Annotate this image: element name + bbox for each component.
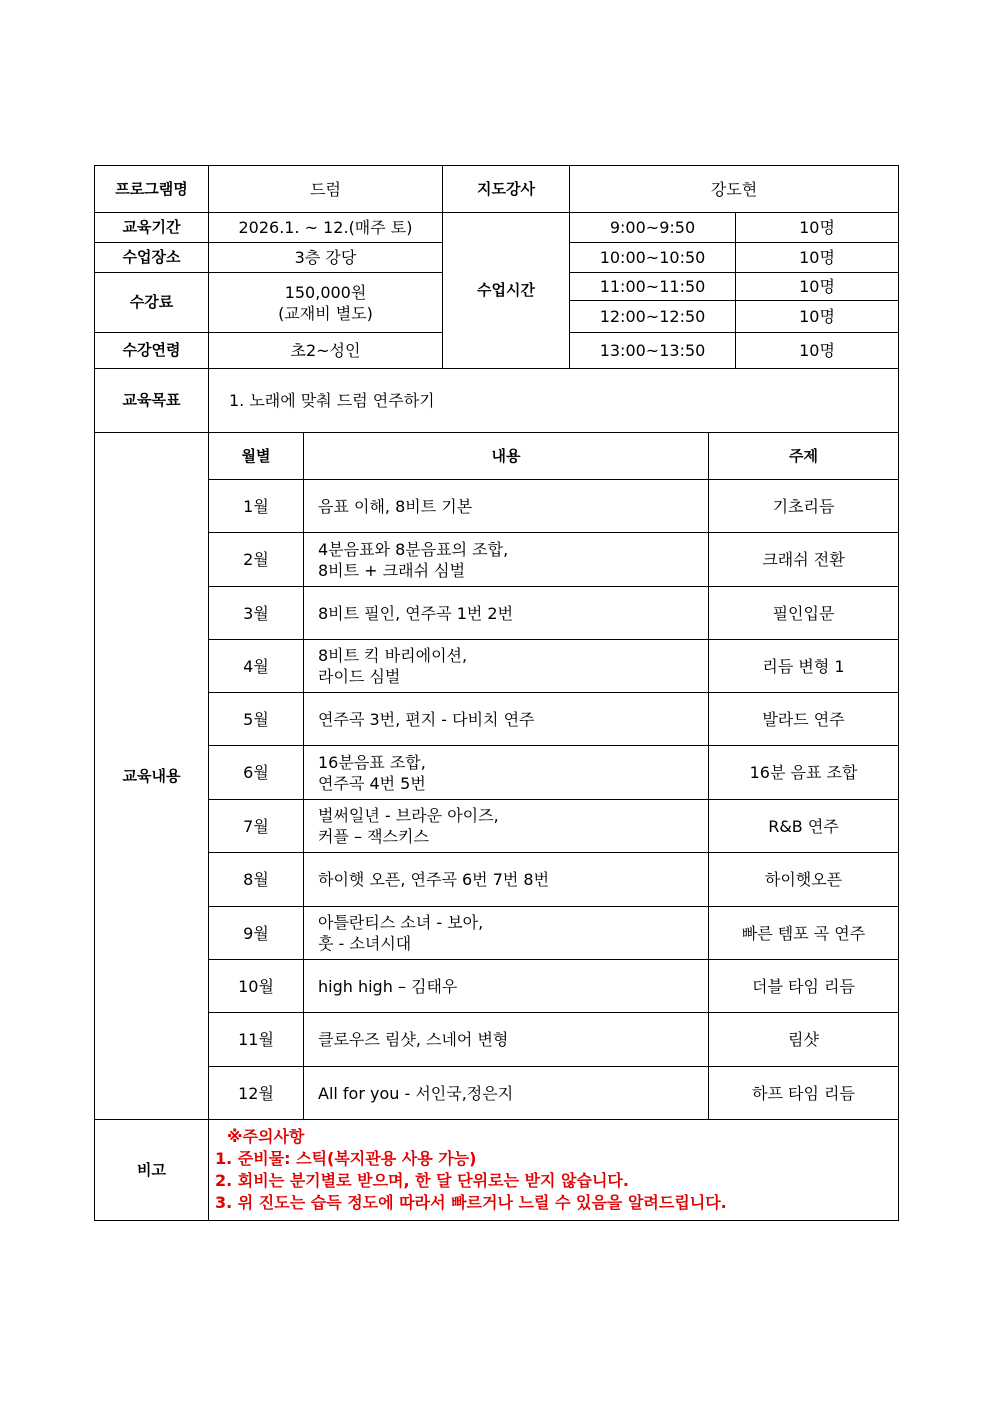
content-line: high high – 김태우 <box>318 976 458 996</box>
remarks-label: 비고 <box>95 1120 209 1221</box>
remarks-item: 3. 위 진도는 습득 정도에 따라서 빠르거나 느릴 수 있음을 알려드립니다. <box>215 1193 727 1212</box>
content-line: 연주곡 3번, 편지 - 다비치 연주 <box>318 709 535 729</box>
fee-note: (교재비 별도) <box>278 303 373 323</box>
theme-cell: 16분 음표 조합 <box>709 746 899 800</box>
theme-cell: 림샷 <box>709 1013 899 1067</box>
content-cell <box>304 746 709 800</box>
content-line: 아틀란티스 소녀 - 보아, <box>318 913 484 932</box>
table-row <box>209 853 899 907</box>
month-cell: 7월 <box>209 800 304 853</box>
content-cell <box>304 960 709 1013</box>
session-time: 10:00~10:50 <box>570 243 736 273</box>
content-header: 내용 <box>304 433 709 480</box>
month-header: 월별 <box>209 433 304 480</box>
month-cell: 4월 <box>209 640 304 693</box>
theme-cell: 발라드 연주 <box>709 693 899 746</box>
fee-amount: 150,000원 <box>284 282 367 302</box>
month-cell: 11월 <box>209 1013 304 1067</box>
content-line: 음표 이해, 8비트 기본 <box>318 496 473 516</box>
content-line: 연주곡 4번 5번 <box>318 773 426 793</box>
table-row <box>209 800 899 853</box>
fee-value <box>209 273 443 333</box>
theme-cell: 하프 타임 리듬 <box>709 1067 899 1120</box>
theme-cell: 더블 타임 리듬 <box>709 960 899 1013</box>
program-value: 드럼 <box>209 166 443 213</box>
session-capacity: 10명 <box>736 213 899 243</box>
content-cell <box>304 1013 709 1067</box>
content-cell <box>304 907 709 960</box>
theme-cell: 하이햇오픈 <box>709 853 899 907</box>
table-row <box>209 480 899 533</box>
session-capacity: 10명 <box>736 333 899 369</box>
fee-label: 수강료 <box>95 273 209 333</box>
content-line: 16분음표 조합, <box>318 752 426 772</box>
table-row <box>209 640 899 693</box>
session-time: 13:00~13:50 <box>570 333 736 369</box>
month-cell: 5월 <box>209 693 304 746</box>
month-cell: 12월 <box>209 1067 304 1120</box>
class-time-label: 수업시간 <box>443 213 570 369</box>
theme-cell: 리듬 변형 1 <box>709 640 899 693</box>
age-label: 수강연령 <box>95 333 209 369</box>
session-time: 9:00~9:50 <box>570 213 736 243</box>
content-cell <box>304 640 709 693</box>
theme-cell: 필인입문 <box>709 587 899 640</box>
period-label: 교육기간 <box>95 213 209 243</box>
table-row <box>209 587 899 640</box>
curriculum-cell <box>209 433 899 1120</box>
table-row <box>209 1067 899 1120</box>
content-line: 8비트 필인, 연주곡 1번 2번 <box>318 603 514 623</box>
content-cell <box>304 693 709 746</box>
month-cell: 2월 <box>209 533 304 587</box>
instructor-value: 강도현 <box>570 166 899 213</box>
remarks-item: 1. 준비물: 스틱(복지관용 사용 가능) <box>215 1149 477 1168</box>
theme-header: 주제 <box>709 433 899 480</box>
month-cell: 6월 <box>209 746 304 800</box>
content-line: 4분음표와 8분음표의 조합, <box>318 539 509 559</box>
session-capacity: 10명 <box>736 301 899 333</box>
theme-cell: 크래쉬 전환 <box>709 533 899 587</box>
session-time: 11:00~11:50 <box>570 273 736 301</box>
content-line: 클로우즈 림샷, 스네어 변형 <box>318 1030 509 1049</box>
program-label: 프로그램명 <box>95 166 209 213</box>
content-cell <box>304 853 709 907</box>
table-row <box>209 1013 899 1067</box>
month-cell: 10월 <box>209 960 304 1013</box>
content-cell <box>304 480 709 533</box>
content-line: 커플 – 잭스키스 <box>318 827 429 846</box>
instructor-label: 지도강사 <box>443 166 570 213</box>
content-line: 8비트 + 크래쉬 심벌 <box>318 560 466 580</box>
content-line: 하이햇 오픈, 연주곡 6번 7번 8번 <box>318 870 550 889</box>
period-value: 2026.1. ~ 12.(매주 토) <box>209 213 443 243</box>
content-line: 벌써일년 - 브라운 아이즈, <box>318 806 499 825</box>
course-info-table <box>94 165 899 1221</box>
session-capacity: 10명 <box>736 243 899 273</box>
place-value: 3층 강당 <box>209 243 443 273</box>
table-row <box>209 693 899 746</box>
age-value: 초2~성인 <box>209 333 443 369</box>
goal-text: 1. 노래에 맞춰 드럼 연주하기 <box>209 369 899 433</box>
remarks-title: ※주의사항 <box>227 1127 305 1146</box>
content-line: 훗 - 소녀시대 <box>318 934 412 953</box>
remarks-box <box>209 1120 899 1221</box>
theme-cell: 기초리듬 <box>709 480 899 533</box>
content-line: 8비트 킥 바리에이션, <box>318 646 468 665</box>
month-cell: 8월 <box>209 853 304 907</box>
course-document <box>94 165 898 1221</box>
content-line: All for you - 서인국,정은지 <box>318 1083 514 1103</box>
remarks-item: 2. 회비는 분기별로 받으며, 한 달 단위로는 받지 않습니다. <box>215 1171 629 1190</box>
curriculum-label: 교육내용 <box>95 433 209 1120</box>
table-row <box>209 960 899 1013</box>
table-row <box>209 746 899 800</box>
table-row <box>209 533 899 587</box>
theme-cell: 빠른 템포 곡 연주 <box>709 907 899 960</box>
month-cell: 3월 <box>209 587 304 640</box>
content-cell <box>304 533 709 587</box>
place-label: 수업장소 <box>95 243 209 273</box>
month-cell: 1월 <box>209 480 304 533</box>
goal-label: 교육목표 <box>95 369 209 433</box>
content-line: 라이드 심벌 <box>318 667 401 686</box>
content-cell <box>304 587 709 640</box>
theme-cell: R&B 연주 <box>709 800 899 853</box>
table-row <box>209 907 899 960</box>
content-cell <box>304 800 709 853</box>
content-cell <box>304 1067 709 1120</box>
session-time: 12:00~12:50 <box>570 301 736 333</box>
session-capacity: 10명 <box>736 273 899 301</box>
month-cell: 9월 <box>209 907 304 960</box>
curriculum-table <box>209 433 899 1120</box>
